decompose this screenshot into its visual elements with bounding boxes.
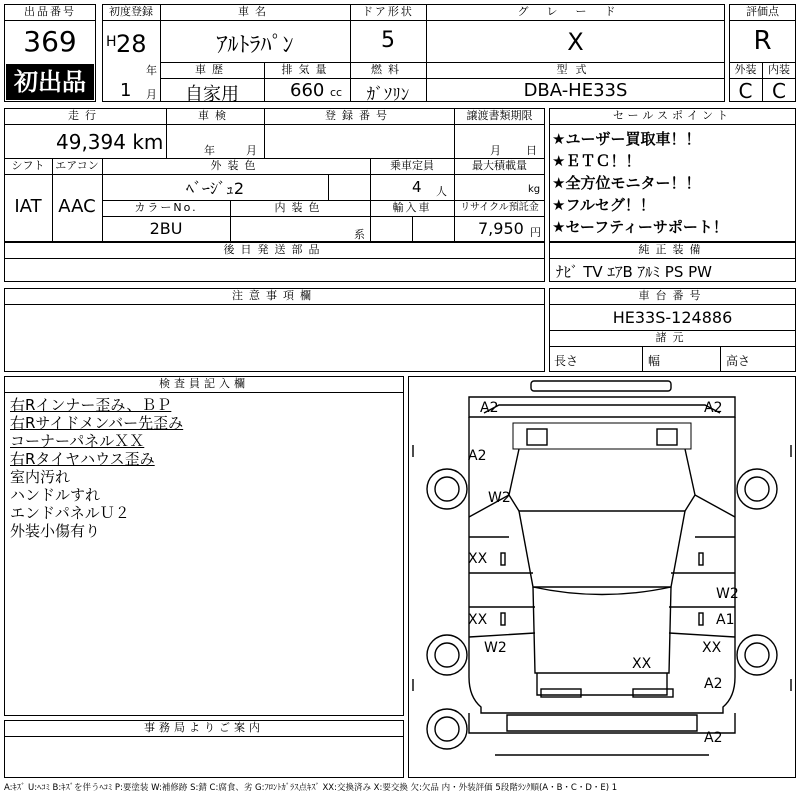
- damage-mark: XX: [702, 640, 722, 656]
- inspection-year: 年: [204, 144, 215, 157]
- inspection-month: 月: [246, 144, 257, 157]
- recycle-value: 7,950: [478, 219, 524, 238]
- doors-value: 5: [381, 28, 395, 53]
- legend-text: A:ｷｽﾞ U:ﾍｺﾐ B:ｷｽﾞを伴うﾍｺﾐ P:要塗装 W:補修跡 S:錆 C:腐食、劣 G:ﾌﾛﾝﾄｶﾞﾗｽ点ｷｽﾞ XX:交換済み X:要交換 欠:欠品 内・外装評価 5段階ﾗﾝｸ順(A・B・C・D・E) 1: [4, 783, 618, 793]
- damage-mark: W2: [488, 490, 511, 506]
- max-load-label: 最大積載量: [472, 159, 527, 172]
- car-name-label: 車名: [238, 5, 272, 18]
- int-color-unit: 系: [354, 228, 365, 241]
- inspector-note: 室内汚れ: [10, 468, 71, 486]
- registration-label: 初度登録: [109, 5, 153, 18]
- lot-number: 369: [23, 25, 77, 58]
- int-score-label: 内装: [768, 63, 790, 76]
- fuel-label: 燃料: [371, 63, 405, 76]
- grade-label: グレード: [517, 5, 634, 18]
- inspector-note: エンドパネルＵ２: [10, 504, 130, 522]
- shift-value: IAT: [14, 196, 42, 217]
- sales-point-item: ★セーフティーサポート！: [552, 218, 728, 236]
- equipment-label: 純正装備: [638, 243, 707, 256]
- history-label: 車歴: [195, 63, 229, 76]
- inspector-label: 検査員記入欄: [159, 377, 249, 390]
- mileage-label: 走行: [68, 109, 102, 122]
- inspector-notes-list: [10, 396, 183, 540]
- shift-label: シフト: [11, 159, 45, 172]
- notes-label: 注意事項欄: [232, 289, 317, 302]
- registration-year: 28: [116, 30, 147, 58]
- parts-label: 後日発送部品: [223, 243, 326, 256]
- inspector-note: 右Rインナー歪み、ＢＰ: [10, 396, 172, 414]
- max-load-unit: kg: [528, 184, 541, 195]
- chassis-value: HE33S-124886: [612, 308, 733, 327]
- model-value: DBA-HE33S: [523, 80, 628, 101]
- aircon-label: エアコン: [55, 159, 99, 172]
- transfer-label: 譲渡書類期限: [466, 109, 533, 122]
- damage-mark: A2: [468, 448, 487, 464]
- registration-month: 1: [120, 80, 132, 101]
- ext-score-label: 外装: [734, 63, 757, 76]
- doors-label: ドア形状: [362, 5, 414, 18]
- capacity-label: 乗車定員: [390, 159, 434, 172]
- car-outline-diagram: [409, 377, 795, 777]
- sales-points-list: [552, 128, 728, 238]
- inspector-note: 右Rサイドメンバー先歪み: [10, 414, 184, 432]
- displacement-unit: cc: [330, 86, 343, 99]
- import-label: 輸入車: [392, 201, 432, 214]
- transfer-month: 月: [490, 144, 501, 157]
- sales-point-item: ★全方位モニター！！: [552, 174, 701, 192]
- grade-value: X: [567, 28, 584, 56]
- damage-mark: XX: [468, 551, 488, 567]
- damage-mark: W2: [484, 640, 507, 656]
- inspector-note: コーナーパネルＸＸ: [10, 432, 145, 450]
- fuel-value: ｶﾞｿﾘﾝ: [366, 85, 410, 105]
- chassis-label: 車台番号: [638, 289, 707, 302]
- color-no-value: 2BU: [149, 219, 183, 238]
- color-no-label: カラーNo.: [134, 201, 198, 214]
- reg-number-label: 登録番号: [325, 109, 393, 122]
- damage-mark: A2: [704, 400, 723, 416]
- damage-mark: XX: [468, 612, 488, 628]
- mileage-value: 49,394 km: [56, 130, 164, 154]
- damage-mark: A1: [716, 612, 735, 628]
- sales-point-item: ★ユーザー買取車！！: [552, 130, 701, 148]
- lot-label: 出品番号: [24, 5, 76, 18]
- first-listing-text: 初出品: [14, 68, 86, 96]
- registration-era: H: [106, 34, 117, 50]
- displacement-value: 660: [290, 80, 325, 101]
- car-name-value: ｱﾙﾄﾗﾊﾟﾝ: [216, 33, 294, 58]
- registration-year-unit: 年: [146, 64, 157, 77]
- ext-color-value: ﾍﾞｰｼﾞｭ2: [185, 179, 245, 198]
- sales-point-item: ★フルセグ！！: [552, 196, 655, 214]
- int-color-label: 内装色: [274, 201, 326, 214]
- damage-mark: A2: [704, 676, 723, 692]
- specs-width: 幅: [648, 354, 661, 368]
- inspector-note: ハンドルすれ: [10, 486, 101, 504]
- displacement-label: 排気量: [281, 63, 333, 76]
- recycle-unit: 円: [530, 226, 541, 239]
- specs-label: 諸元: [655, 331, 690, 344]
- sales-points-label: セールスポイント: [612, 109, 732, 122]
- inspector-note: 右Rタイヤハウス歪み: [10, 450, 155, 468]
- score-label: 評価点: [746, 5, 779, 18]
- damage-mark: XX: [632, 656, 652, 672]
- aircon-value: AAC: [58, 196, 96, 217]
- specs-height: 高さ: [726, 354, 751, 368]
- registration-month-unit: 月: [146, 88, 157, 101]
- inspector-note: 外装小傷有り: [10, 522, 101, 540]
- score-value: R: [753, 26, 772, 56]
- recycle-label: リサイクル預託金: [460, 202, 539, 213]
- office-label: 事務局よりご案内: [144, 721, 264, 734]
- vehicle-info-box: [4, 108, 545, 242]
- damage-mark: A2: [480, 400, 499, 416]
- equipment-value: ﾅﾋﾞ TV ｴｱB ｱﾙﾐ PS PW: [556, 263, 712, 281]
- ext-score-value: C: [738, 79, 753, 103]
- capacity-value: 4: [412, 178, 422, 196]
- specs-length: 長さ: [554, 354, 579, 368]
- model-label: 型式: [556, 63, 595, 76]
- capacity-unit: 人: [436, 185, 447, 198]
- history-value: 自家用: [185, 84, 239, 105]
- transfer-day: 日: [526, 144, 537, 157]
- car-diagram: [408, 376, 796, 778]
- damage-mark: W2: [716, 586, 739, 602]
- int-score-value: C: [772, 79, 786, 103]
- ext-color-label: 外装色: [210, 159, 262, 172]
- damage-mark: A2: [704, 730, 723, 746]
- sales-point-item: ★ＥＴＣ！！: [552, 152, 641, 170]
- inspection-label: 車検: [198, 109, 232, 122]
